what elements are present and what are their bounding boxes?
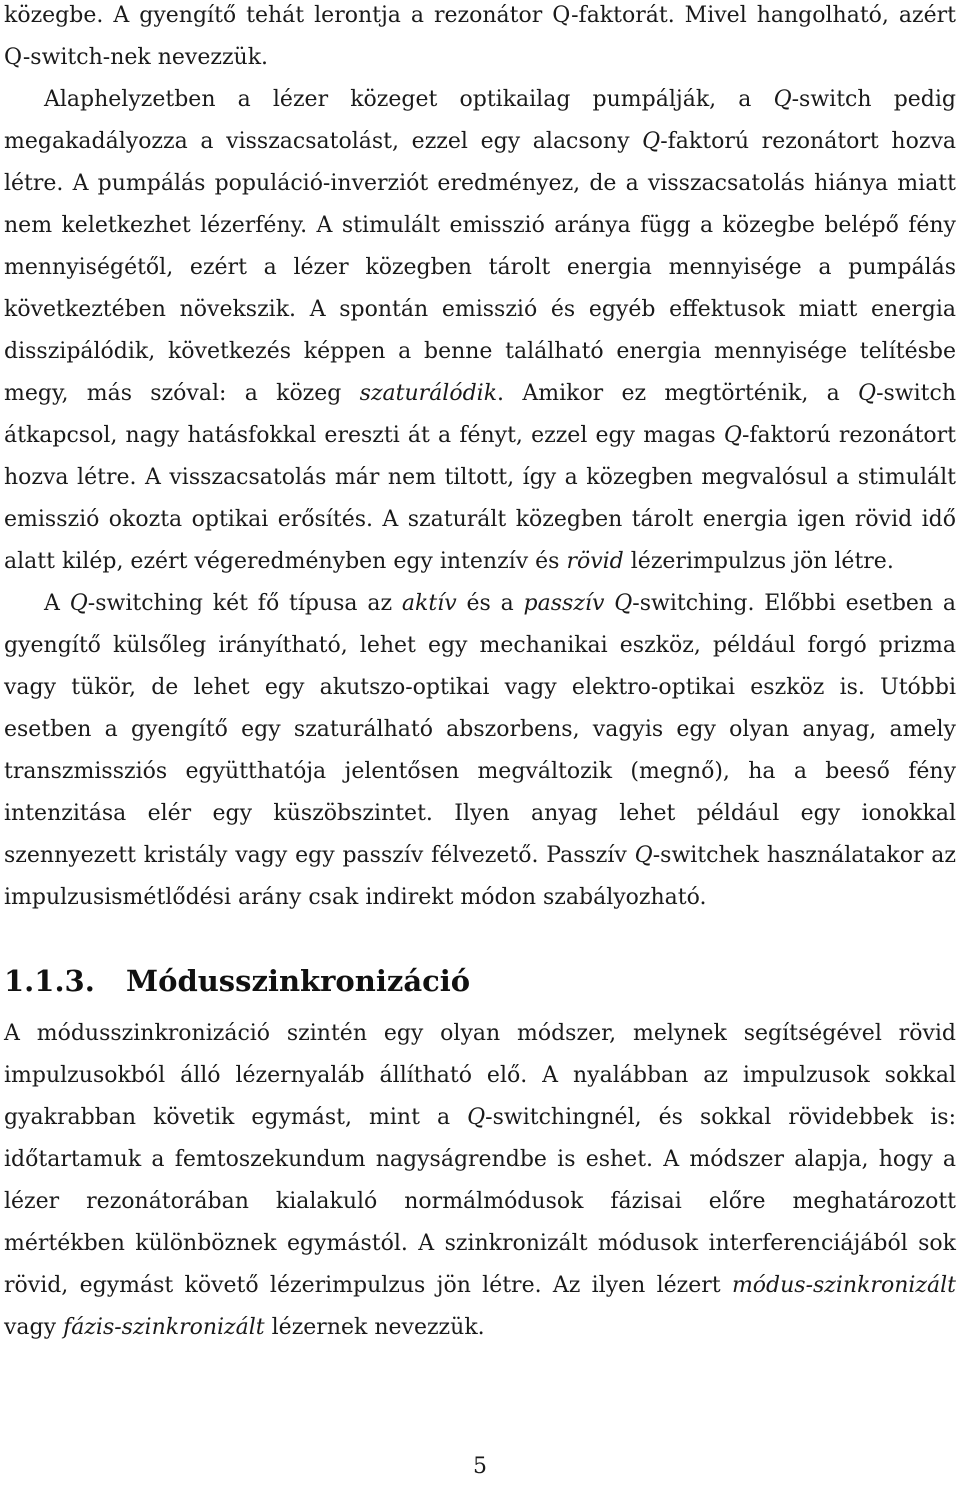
math-symbol-q: Q: [614, 591, 633, 616]
page-number: 5: [473, 1454, 487, 1479]
paragraph-q-switch-types: [4, 583, 956, 919]
document-page: [4, 0, 956, 1349]
math-symbol-q: Q: [723, 423, 742, 448]
paragraph-mode-locking: [4, 1013, 956, 1349]
section-title: Módusszinkronizáció: [126, 964, 471, 998]
paragraph-text: közegbe. A gyengítő tehát lerontja a rezonátor Q-faktorát. Mivel hangolható, azért Q-switch-nek nevezzük.: [4, 3, 956, 70]
emphasis-term: szaturálódik: [359, 381, 498, 406]
text-run: -switchingnél, és sokkal rövidebbek is: időtartamuk a femtoszekundum nagyságrendbe is eshet. A módszer alapja, hogy a lézer rezonátorában kialakuló normálmódusok fázisai előre meghatározott mértékben különböznek egymástól. A szinkronizált módusok interferenciájából sok rövid, egymást követő lézerimpulzus jön létre. Az ilyen lézert: [4, 1105, 956, 1298]
text-run: A: [44, 591, 70, 616]
math-symbol-q: Q: [858, 381, 877, 406]
text-run: -faktorú rezonátort hozva létre. A visszacsatolás már nem tiltott, így a közegben megvalósul a stimulált emisszió okozta optikai erősítés. A szaturált közegben tárolt energia igen rövid idő alatt kilép, ezért végeredményben egy intenzív és: [4, 423, 957, 574]
text-run: Alaphelyzetben a lézer közeget optikailag pumpálják, a: [44, 87, 774, 112]
section-number: 1.1.3.: [4, 964, 95, 998]
math-symbol-q: Q: [467, 1105, 486, 1130]
text-run: lézernek nevezzük.: [264, 1315, 485, 1340]
emphasis-term: passzív: [523, 591, 605, 616]
text-run: -switchek használatakor az impulzusismétlődési arány csak indirekt módon szabályozható.: [4, 843, 956, 910]
text-run: [604, 591, 614, 616]
text-run: lézerimpulzus jön létre.: [623, 549, 894, 574]
text-run: . Amikor ez megtörténik, a: [497, 381, 859, 406]
text-run: -faktorú rezonátort hozva létre. A pumpálás populáció-inverziót eredményez, de a visszacsatolás hiánya miatt nem keletkezhet lézerfény. A stimulált emisszió aránya függ a közegbe belépő fény mennyiségétől, ezért a lézer közegben tárolt energia mennyisége a pumpálás következtében növekszik. A spontán emisszió és egyéb effektusok miatt energia disszipálódik, következés képpen a benne található energia mennyisége telítésbe megy, más szóval: a közeg: [4, 129, 956, 406]
math-symbol-q: Q: [634, 843, 653, 868]
section-heading: [4, 961, 956, 1001]
paragraph-q-switch-intro-tail: [4, 0, 956, 79]
text-run: -switching két fő típusa az: [87, 591, 402, 616]
math-symbol-q: Q: [69, 591, 88, 616]
emphasis-term: módus-szinkronizált: [731, 1273, 956, 1298]
text-run: -switch átkapcsol, nagy hatásfokkal ereszti át a fényt, ezzel egy magas: [4, 381, 956, 448]
math-symbol-q: Q: [642, 129, 661, 154]
math-symbol-q: Q: [773, 87, 792, 112]
text-run: -switch pedig megakadályozza a visszacsatolást, ezzel egy alacsony: [4, 87, 956, 154]
paragraph-q-switch-operation: [4, 79, 956, 583]
text-run: -switching. Előbbi esetben a gyengítő külsőleg irányítható, lehet egy mechanikai eszköz, például forgó prizma vagy tükör, de lehet egy akutszo-optikai vagy elektro-optikai eszköz is. Utóbbi esetben a gyengítő egy szaturálható abszorbens, vagyis egy olyan anyag, amely transzmissziós együtthatója jelentősen megváltozik (megnő), ha a beeső fény intenzitása elér egy küszöbszintet. Ilyen anyag lehet például egy ionokkal szennyezett kristály vagy egy passzív félvezető. Passzív: [4, 591, 957, 868]
text-run: A módusszinkronizáció szintén egy olyan módszer, melynek segítségével rövid impulzusokból álló lézernyaláb állítható elő. A nyalábban az impulzusok sokkal gyakrabban követik egymást, mint a: [4, 1021, 956, 1130]
emphasis-term: fázis-szinkronizált: [63, 1315, 265, 1340]
text-run: vagy: [4, 1315, 64, 1340]
emphasis-term: aktív: [401, 591, 457, 616]
emphasis-term: rövid: [566, 549, 624, 574]
text-run: és a: [456, 591, 524, 616]
